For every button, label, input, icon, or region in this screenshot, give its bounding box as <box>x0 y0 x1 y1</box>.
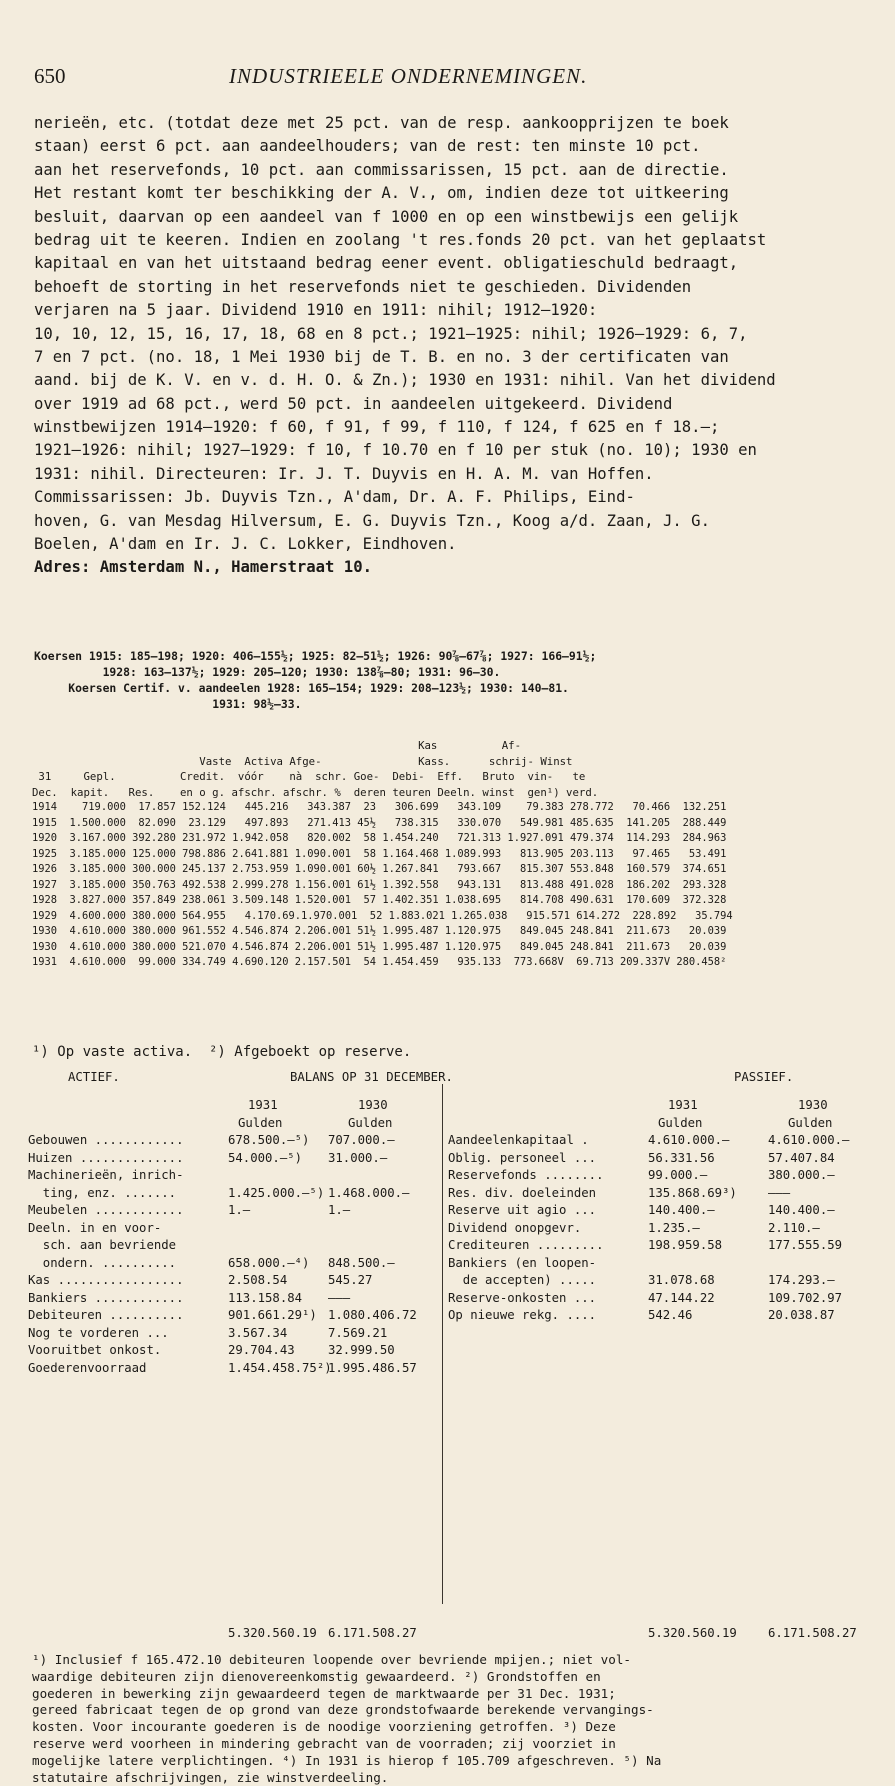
koersen-line: 1931: 98½—33. <box>34 697 302 711</box>
passief-column <box>448 1098 868 1326</box>
body-line: 10, 10, 12, 15, 16, 17, 18, 68 en 8 pct.; 1921—1925: nihil; 1926—1929: 6, 7, <box>34 324 748 343</box>
footnote-line: statutaire afschrijvingen, zie winstverdeeling. <box>32 1769 389 1785</box>
table-header-line: Vaste Activa Afge- Kass. schrij- Winst <box>32 754 573 768</box>
year-header: 1931 1930 <box>668 1098 828 1112</box>
passief-row: Reserve uit agio ... 140.400.— 140.400.— <box>448 1203 835 1217</box>
body-line: aand. bij de K. V. en v. d. H. O. & Zn.); 1930 en 1931: nihil. Van het dividend <box>34 371 776 390</box>
actief-row: Vooruitbet onkost. 29.704.43 32.999.50 <box>28 1343 395 1357</box>
body-text <box>34 112 874 580</box>
table-row: 1928 3.827.000 357.849 238.061 3.509.148 1.520.001 57 1.402.351 1.038.695 814.708 490.631 170.609 372.328 <box>32 894 727 906</box>
actief-row: ting, enz. ....... 1.425.000.—⁵) 1.468.000.— <box>28 1185 410 1200</box>
actief-row: Meubelen ............ 1.— 1.— <box>28 1203 351 1217</box>
body-line: besluit, daarvan op een aandeel van f 1000 en op een winstbewijs een gelijk <box>34 207 739 226</box>
actief-row: Huizen .............. 54.000.—⁵) 31.000.— <box>28 1150 388 1165</box>
passief-row: Res. div. doeleinden 135.868.69³) ——— <box>448 1185 791 1200</box>
actief-row: Machinerieën, inrich- <box>28 1168 184 1182</box>
footnote-line: reserve werd voorheen in mindering gebracht van de voorraden; zij voorziet in <box>32 1735 616 1751</box>
table-row: 1930 4.610.000 380.000 521.070 4.546.874 2.206.001 51½ 1.995.487 1.120.975 849.045 248.841 211.673 20.039 <box>32 940 727 953</box>
table-row: 1925 3.185.000 125.000 798.886 2.641.881 1.090.001 58 1.164.468 1.089.993 813.905 203.113 97.465 53.491 <box>32 847 727 860</box>
balance-total: 5.320.560.19 <box>648 1626 737 1640</box>
body-line: Boelen, A'dam en Ir. J. C. Lokker, Eindhoven. <box>34 535 457 554</box>
footnote-line: gereed fabricaat tegen de op grond van deze grondstofwaarde berekende vervangings- <box>32 1702 654 1718</box>
passief-row: de accepten) ..... 31.078.68 174.293.— <box>448 1273 835 1287</box>
passief-row: Bankiers (en loopen- <box>448 1255 597 1270</box>
column-divider <box>442 1084 443 1604</box>
actief-row: ondern. .......... 658.000.—⁴) 848.500.— <box>28 1255 395 1270</box>
body-line: aan het reservefonds, 10 pct. aan commissarissen, 15 pct. aan de directie. <box>34 160 729 179</box>
footnote-line: waardige debiteuren zijn dienovereenkomstig gewaardeerd. ²) Grondstoffen en <box>32 1668 601 1684</box>
body-line: 1921—1926: nihil; 1927—1929: f 10, f 10.70 en f 10 per stuk (no. 10); 1930 en <box>34 441 757 460</box>
balance-total: 5.320.560.19 <box>228 1626 317 1640</box>
table-row: 1920 3.167.000 392.280 231.972 1.942.058 820.002 58 1.454.240 721.313 1.927.091 479.374 114.293 284.963 <box>32 832 727 844</box>
passief-row: Reserve-onkosten ... 47.144.22 109.702.97 <box>448 1290 843 1305</box>
passief-label: PASSIEF. <box>734 1070 794 1084</box>
table-header-line: Dec. kapit. Res. en o g. afschr. afschr. % deren teuren Deeln. winst gen¹) verd. <box>32 785 599 799</box>
balance-sheet <box>28 1070 870 1640</box>
page-header <box>34 58 864 98</box>
actief-label: ACTIEF. <box>68 1070 120 1084</box>
actief-row: sch. aan bevriende <box>28 1238 177 1252</box>
table-row: 1930 4.610.000 380.000 961.552 4.546.874 2.206.001 51½ 1.995.487 1.120.975 849.045 248.841 211.673 20.039 <box>32 925 727 937</box>
table-row: 1929 4.600.000 380.000 564.955 4.170.69.1.970.001 52 1.883.021 1.265.038 915.571 614.272 228.892 35.794 <box>32 909 733 922</box>
history-table <box>32 738 874 971</box>
balance-total: 6.171.508.27 <box>328 1626 417 1640</box>
actief-row: Bankiers ............ 113.158.84 ——— <box>28 1290 351 1305</box>
table-header-line: 31 Gepl. Credit. vóór nà schr. Goe- Debi- Eff. Bruto vin- te <box>32 770 586 783</box>
footnote-line: mogelijke latere verplichtingen. ⁴) In 1931 is hierop f 105.709 afgeschreven. ⁵) Na <box>32 1752 662 1768</box>
table-row: 1915 1.500.000 82.090 23.129 497.893 271.413 45½ 738.315 330.070 549.981 485.635 141.205 288.449 <box>32 816 727 829</box>
footnote-line: ¹) Inclusief f 165.472.10 debiteuren loopende over bevriende mpijen.; niet vol- <box>32 1652 631 1667</box>
body-line: 1931: nihil. Directeuren: Ir. J. T. Duyvis en H. A. M. van Hoffen. <box>34 464 654 483</box>
footnote-line: kosten. Voor incourante goederen is de noodige voorziening getroffen. ³) Deze <box>32 1719 616 1735</box>
body-line: kapitaal en van het uitstaand bedrag eener event. obligatieschuld bedraagt, <box>34 254 739 273</box>
body-line: 7 en 7 pct. (no. 18, 1 Mei 1930 bij de T. B. en no. 3 der certificaten van <box>34 347 729 366</box>
koersen-line: 1928: 163—137½; 1929: 205—120; 1930: 138⅞—80; 1931: 96—30. <box>34 665 501 679</box>
actief-row: Kas ................. 2.508.54 545.27 <box>28 1273 373 1287</box>
body-line: verjaren na 5 jaar. Dividend 1910 en 1911: nihil; 1912—1920: <box>34 301 598 320</box>
actief-column <box>28 1098 438 1378</box>
passief-row: Aandeelenkapitaal . 4.610.000.— 4.610.000.— <box>448 1133 850 1147</box>
body-line: hoven, G. van Mesdag Hilversum, E. G. Duyvis Tzn., Koog a/d. Zaan, J. G. <box>34 511 710 530</box>
balans-title: BALANS OP 31 DECEMBER. <box>290 1070 453 1084</box>
actief-row: Gebouwen ............ 678.500.—⁵) 707.000.— <box>28 1133 395 1147</box>
koersen-line: Koersen 1915: 185—198; 1920: 406—155½; 1925: 82—51½; 1926: 90⅞—67⅞; 1927: 166—91½; <box>34 649 597 663</box>
koersen-block <box>34 648 874 712</box>
footnote-line: goederen in bewerking zijn gewaardeerd tegen de marktwaarde per 31 Dec. 1931; <box>32 1685 616 1701</box>
actief-row: Goederenvoorraad 1.454.458.75²) 1.995.486.57 <box>28 1360 417 1375</box>
currency-header: Gulden Gulden <box>238 1115 393 1130</box>
passief-row: Reservefonds ........ 99.000.— 380.000.— <box>448 1168 835 1182</box>
currency-header: Gulden Gulden <box>658 1115 833 1130</box>
body-line: bedrag uit te keeren. Indien en zoolang 't res.fonds 20 pct. van het geplaatst <box>34 230 767 249</box>
year-header: 1931 1930 <box>248 1098 388 1112</box>
table-row: 1927 3.185.000 350.763 492.538 2.999.278 1.156.001 61½ 1.392.558 943.131 813.488 491.028 186.202 293.328 <box>32 878 727 891</box>
history-note: ¹) Op vaste activa. ²) Afgeboekt op reserve. <box>32 1044 412 1060</box>
page-number: 650 <box>34 64 66 88</box>
actief-row: Debiteuren .......... 901.661.29¹) 1.080.406.72 <box>28 1308 417 1322</box>
running-title: INDUSTRIEELE ONDERNEMINGEN. <box>229 64 588 88</box>
footnotes <box>32 1652 866 1786</box>
body-line: nerieën, etc. (totdat deze met 25 pct. van de resp. aankoopprijzen te boek <box>34 114 729 132</box>
passief-row: Oblig. personeel ... 56.331.56 57.407.84 <box>448 1150 835 1165</box>
body-line: behoeft de storting in het reservefonds niet te geschieden. Dividenden <box>34 277 692 296</box>
actief-row: Nog te vorderen ... 3.567.34 7.569.21 <box>28 1325 388 1340</box>
body-line: Adres: Amsterdam N., Hamerstraat 10. <box>34 558 372 577</box>
table-row: 1926 3.185.000 300.000 245.137 2.753.959 1.090.001 60½ 1.267.841 793.667 815.307 553.848 160.579 374.651 <box>32 863 727 875</box>
body-line: winstbewijzen 1914—1920: f 60, f 91, f 99, f 110, f 124, f 625 en f 18.—; <box>34 418 720 437</box>
body-line: Commissarissen: Jb. Duyvis Tzn., A'dam, Dr. A. F. Philips, Eind- <box>34 488 635 507</box>
table-header-line: Kas Af- <box>32 739 522 752</box>
body-line: Het restant komt ter beschikking der A. V., om, indien deze tot uitkeering <box>34 184 729 203</box>
passief-row: Crediteuren ......... 198.959.58 177.555.59 <box>448 1238 843 1252</box>
table-row: 1931 4.610.000 99.000 334.749 4.690.120 2.157.501 54 1.454.459 935.133 773.668V 69.713 209.337V 280.458² <box>32 956 727 968</box>
passief-row: Dividend onopgevr. 1.235.— 2.110.— <box>448 1220 820 1235</box>
koersen-line: Koersen Certif. v. aandeelen 1928: 165—154; 1929: 208—123½; 1930: 140—81. <box>34 681 569 695</box>
table-row: 1914 719.000 17.857 152.124 445.216 343.387 23 306.699 343.109 79.383 278.772 70.466 132.251 <box>32 801 727 813</box>
body-line: over 1919 ad 68 pct., werd 50 pct. in aandeelen uitgekeerd. Dividend <box>34 394 673 413</box>
balance-total: 6.171.508.27 <box>768 1626 857 1640</box>
passief-row: Op nieuwe rekg. .... 542.46 20.038.87 <box>448 1308 835 1322</box>
body-line: staan) eerst 6 pct. aan aandeelhouders; van de rest: ten minste 10 pct. <box>34 137 701 156</box>
actief-row: Deeln. in en voor- <box>28 1220 162 1235</box>
